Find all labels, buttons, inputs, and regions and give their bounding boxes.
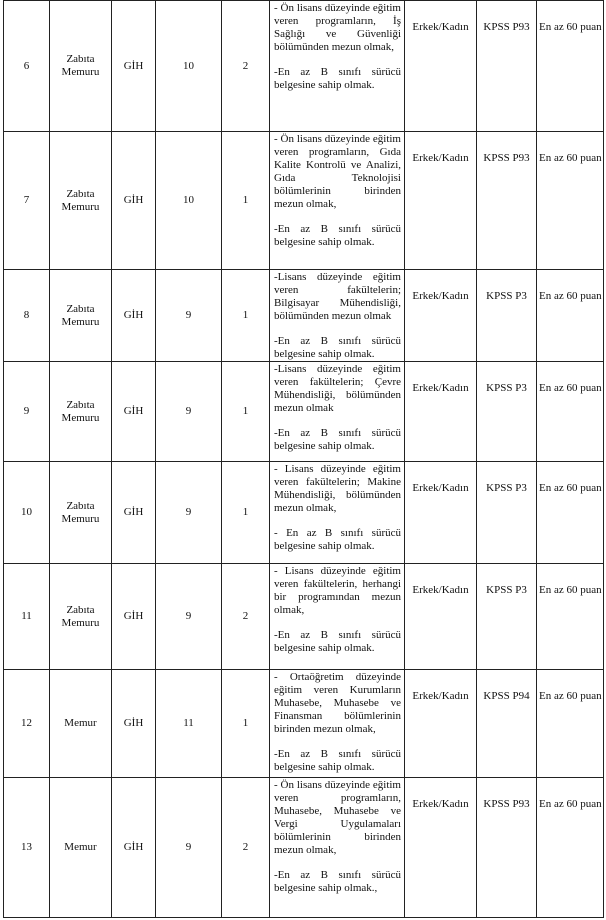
table-row [4, 362, 604, 462]
qualification-text: -Lisans düzeyinde eğitim veren fakültelerin; Bilgisayar Mühendisliği, bölümünden mezun olmak [274, 271, 404, 322]
position-class: GİH [112, 132, 156, 270]
position-class: GİH [112, 778, 156, 918]
position-title: Zabıta Memuru [50, 1, 112, 132]
score-cell [537, 670, 604, 778]
license-requirement: -En az B sınıfı sürücü belgesine sahip olmak. [274, 335, 404, 360]
position-count: 2 [222, 564, 270, 670]
gender-text: Erkek/Kadın [412, 382, 469, 394]
table-row [4, 132, 604, 270]
min-score: En az 60 puan [539, 482, 602, 494]
kpss-type: KPSS P3 [486, 482, 527, 494]
score-cell [537, 462, 604, 564]
qualification-cell [270, 462, 405, 564]
row-number: 10 [4, 462, 50, 564]
license-requirement: -En az B sınıfı sürücü belgesine sahip olmak. [274, 629, 404, 654]
qualification-text: - Lisans düzeyinde eğitim veren fakültelerin; Makine Mühendisliği, bölümünden mezun olmak, [274, 463, 404, 514]
gender-text: Erkek/Kadın [412, 690, 469, 702]
kpss-type: KPSS P93 [483, 21, 530, 33]
position-count: 1 [222, 362, 270, 462]
gender-text: Erkek/Kadın [412, 21, 469, 33]
min-score: En az 60 puan [539, 21, 602, 33]
gender-text: Erkek/Kadın [412, 152, 469, 164]
gender-cell [405, 462, 477, 564]
min-score: En az 60 puan [539, 798, 602, 810]
gender-cell [405, 362, 477, 462]
kpss-cell [477, 670, 537, 778]
qualification-cell [270, 778, 405, 918]
table-body [4, 1, 604, 918]
position-grade: 9 [156, 778, 222, 918]
gender-cell [405, 778, 477, 918]
position-title: Memur [50, 778, 112, 918]
score-cell [537, 362, 604, 462]
positions-table [3, 0, 604, 918]
position-class: GİH [112, 564, 156, 670]
row-number: 11 [4, 564, 50, 670]
position-class: GİH [112, 1, 156, 132]
qualification-cell [270, 564, 405, 670]
position-count: 1 [222, 132, 270, 270]
license-requirement: -En az B sınıfı sürücü belgesine sahip olmak. [274, 66, 404, 91]
gender-text: Erkek/Kadın [412, 584, 469, 596]
gender-cell [405, 1, 477, 132]
position-count: 1 [222, 670, 270, 778]
license-requirement: -En az B sınıfı sürücü belgesine sahip olmak., [274, 869, 404, 894]
gender-cell [405, 670, 477, 778]
score-cell [537, 564, 604, 670]
min-score: En az 60 puan [539, 690, 602, 702]
table-row [4, 778, 604, 918]
license-requirement: -En az B sınıfı sürücü belgesine sahip olmak. [274, 223, 404, 248]
kpss-cell [477, 462, 537, 564]
qualification-text: - Lisans düzeyinde eğitim veren fakültelerin, herhangi bir programından mezun olmak, [274, 565, 404, 616]
min-score: En az 60 puan [539, 152, 602, 164]
position-grade: 9 [156, 362, 222, 462]
qualification-cell [270, 670, 405, 778]
table-row [4, 564, 604, 670]
position-class: GİH [112, 670, 156, 778]
kpss-cell [477, 564, 537, 670]
kpss-type: KPSS P93 [483, 152, 530, 164]
position-grade: 11 [156, 670, 222, 778]
license-requirement: -En az B sınıfı sürücü belgesine sahip olmak. [274, 427, 404, 452]
score-cell [537, 270, 604, 362]
position-title: Zabıta Memuru [50, 270, 112, 362]
qualification-cell [270, 132, 405, 270]
kpss-type: KPSS P3 [486, 382, 527, 394]
position-title: Zabıta Memuru [50, 362, 112, 462]
position-grade: 10 [156, 132, 222, 270]
kpss-type: KPSS P3 [486, 584, 527, 596]
min-score: En az 60 puan [539, 290, 602, 302]
qualification-cell [270, 362, 405, 462]
row-number: 8 [4, 270, 50, 362]
position-count: 2 [222, 778, 270, 918]
position-title: Memur [50, 670, 112, 778]
qualification-cell [270, 1, 405, 132]
row-number: 6 [4, 1, 50, 132]
gender-text: Erkek/Kadın [412, 482, 469, 494]
qualification-text: - Ön lisans düzeyinde eğitim veren programların, İş Sağlığı ve Güvenliği bölümünden mezun olmak, [274, 2, 404, 53]
score-cell [537, 778, 604, 918]
kpss-type: KPSS P3 [486, 290, 527, 302]
table-row [4, 1, 604, 132]
table-row [4, 670, 604, 778]
kpss-cell [477, 132, 537, 270]
qualification-text: -Lisans düzeyinde eğitim veren fakültelerin; Çevre Mühendisliği, bölümünden mezun olmak [274, 363, 404, 414]
qualification-text: - Ön lisans düzeyinde eğitim veren programların, Gıda Kalite Kontrolü ve Analizi, Gıda Teknolojisi bölümlerinin birinden mezun olmak, [274, 133, 404, 210]
min-score: En az 60 puan [539, 584, 602, 596]
gender-cell [405, 132, 477, 270]
position-title: Zabıta Memuru [50, 132, 112, 270]
position-grade: 9 [156, 270, 222, 362]
position-count: 1 [222, 462, 270, 564]
kpss-cell [477, 1, 537, 132]
row-number: 9 [4, 362, 50, 462]
row-number: 13 [4, 778, 50, 918]
position-class: GİH [112, 462, 156, 564]
row-number: 7 [4, 132, 50, 270]
position-title: Zabıta Memuru [50, 564, 112, 670]
gender-text: Erkek/Kadın [412, 798, 469, 810]
position-class: GİH [112, 270, 156, 362]
qualification-text: - Ön lisans düzeyinde eğitim veren programların, Muhasebe, Muhasebe ve Vergi Uygulamaları bölümlerinin birinden mezun olmak, [274, 779, 404, 856]
position-count: 1 [222, 270, 270, 362]
kpss-type: KPSS P94 [483, 690, 530, 702]
gender-cell [405, 564, 477, 670]
position-grade: 9 [156, 564, 222, 670]
position-title: Zabıta Memuru [50, 462, 112, 564]
position-count: 2 [222, 1, 270, 132]
license-requirement: - En az B sınıfı sürücü belgesine sahip olmak. [274, 527, 404, 552]
kpss-type: KPSS P93 [483, 798, 530, 810]
qualification-text: - Ortaöğretim düzeyinde eğitim veren Kurumların Muhasebe, Muhasebe ve Finansman bölümlerinin birinden mezun olmak, [274, 671, 404, 735]
table-row [4, 462, 604, 564]
license-requirement: -En az B sınıfı sürücü belgesine sahip olmak. [274, 748, 404, 773]
score-cell [537, 132, 604, 270]
qualification-cell [270, 270, 405, 362]
gender-text: Erkek/Kadın [412, 290, 469, 302]
kpss-cell [477, 362, 537, 462]
gender-cell [405, 270, 477, 362]
position-grade: 10 [156, 1, 222, 132]
kpss-cell [477, 270, 537, 362]
kpss-cell [477, 778, 537, 918]
min-score: En az 60 puan [539, 382, 602, 394]
row-number: 12 [4, 670, 50, 778]
position-grade: 9 [156, 462, 222, 564]
score-cell [537, 1, 604, 132]
position-class: GİH [112, 362, 156, 462]
table-row [4, 270, 604, 362]
